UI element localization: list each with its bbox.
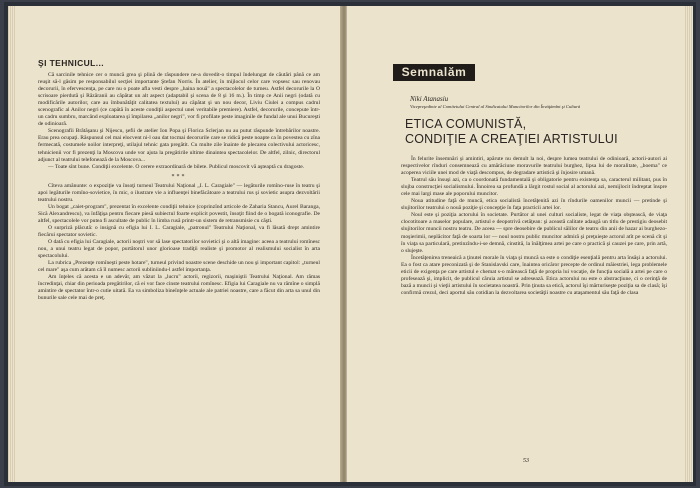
body-paragraph: O surpriză plăcută: o insignă cu efigia lui I. L. Caragiale, „patronul" Teatrului Naţional, va fi lăsată drept amintire fiecărui spectator sovietic. [38,224,320,239]
page-edge [685,6,693,482]
author-role: Vicepreşedinte al Comitetului Central al Sindicatului Muncitorilor din Învăţămînt şi Cultură [410,104,581,109]
book-spread [4,2,696,486]
right-page [346,6,693,482]
body-paragraph: Încetăţenirea treneaică a ţinutei morale în viaţa şi muncă sa este o condiţie esenţială pentru arta însăşi a actorului. Ea o fost ca atare preconizată şi de Stanislavski care, înaintea oricăror precepte de ordinul măiestriei, lega problemele eticii de exigenţa pe care artistul e chemat s-o mărească faţă de propria lui vocaţie, de funcţia socială a artei pe care o profesează şi, implicit, de publicul căruia artistul se adresează. Etica actorului nu este o abstracţiune, ci o cerinţă de bază a muncii şi vieţii artistului în societatea noastră. Prin ţinuta sa etică, actorul îşi mărturiseşte poziţia sa de clasă; îşi confirmă crezul, deci aportul său cotidian la dezvoltarea societăţii noastre cu ataşamentul său faţă de clasa [401,254,667,296]
rubric-label: Semnalăm [393,64,475,81]
title-line: CONDIŢIE A CREAŢIEI ARTISTULUI [405,132,618,146]
left-body-top [38,72,320,303]
section-separator: *** [171,173,187,180]
page-number: 53 [523,458,529,464]
body-paragraph: Teatrul său însuşi azi, ca o coordonată fundamentală şi obligatorie pentru existenţa sa, caracterul militant, pus în slujba construcţiei socialismului. Înnoirea sa profundă a lărgit rostul social al actorului azi, nemijlocit îndreptat înspre cele mai largi mase ale poporului muncitor. [401,177,667,198]
body-paragraph: Noua atitudine faţă de muncă, etica socialistă încetăţenită azi în rîndurile oamenilor muncii — pretinde şi slujitorilor teatrului o nouă poziţie şi concepţie în faţa practicii artei lor. [401,198,667,212]
title-line: ETICA COMUNISTĂ, [405,117,527,131]
body-paragraph: Am înţeles că acesta e un adevăr, am văzut la „lucru" actorii, regizorii, maşiniştii Teatrului Naţional. Am rămas încredinţai, chiar din perioada pregătirilor, că ei vor face cinste teatrului romînesc. Efigia lui Caragiale nu va rămîne o simplă amintire de spectator într-o cutie uitată. Ea va simboliza bineînţele actuale ale patriei noastre, care a făcut din arta sa unul din bunurile sale cele mai de preţ. [38,274,320,302]
body-paragraph: — Toate sînt bune. Condiţii excelente. O cerere extraordinară de bilete. Publicul moscovit vă aşteaptă cu dragoste. [48,163,305,170]
body-paragraph: O dată cu efigia lui Caragiale, actorii noştri vor să lase spectatorilor sovietici şi o altă imagine: aceea a teatrului romînesc nou, a unui teatru legat de popor, purtătorul unor glorioase tradiţii realiste şi promotor al realismului socialist în arta spectacolului. [38,239,320,260]
article-title [405,117,618,147]
body-paragraph: Scenografii Brătăşanu şi Nijescu, şefii de atelier Ion Popa şi Florica Sclerjan nu au putut răspunde întrebărilor noastre. Erau prea ocupaţi. Răspunsul cel mai elocvent ni-l oau dat tocmai decorurile care se ridică peste noapte ca în povestea cu zîna fermecată, costumele noilor interpreţi, utilajul tehnic gata pregătit. Cu multe zile înainte de plecarea colectivului actoricesc, tehnicienii vor fi prezenţi la Moscova unde vor ajuta la pregătirile ultime dinaintea spectacolelor. De altfel, zilnic, directorul adjunct al teatrului telefonează de la Moscova... [38,128,320,163]
author-name: Niki Atanasiu [410,95,449,103]
body-paragraph: În felurite însemnări şi amintiri, apărute nu demult la noi, despre lumea teatrului de odinioară, actorii-autori ai respectivelor rînduri consemnează cu amărăciune moravurile teatrului burghez, lipsa lui de moralitate, „boema" ce acoperea viciile unei mod de viaţă descompus, de degradare artistică şi înjosire umană. [401,156,667,177]
body-paragraph: Cîteva amănunte: o expoziţie va însoţi turneul Teatrului Naţional „I. L. Caragiale" — legăturile romîno-ruse în teatru şi apoi legăturile romîno-sovietice, în mic, o ilustrare vie a influenţei binefăcătoare a teatrului rus şi sovietic asupra dezvoltării teatrului nostru. [38,182,320,203]
body-paragraph: Un bogat „caiet-program", prezentat în excelente condiţii tehnice (coprinzînd articole de Zaharia Stancu, Aurel Baranga, Sică Alexandrescu), va înfăţişa pentru fiecare piesă subiectul foarte explicit povestit, însoţit fiind de o bogată iconografie. De altfel, spectacolele vor putea fi ascultate de public în limba rusă printr-un sistem de retransmisie cu căşti. [38,203,320,224]
section-heading: ŞI TEHNICUL... [38,58,105,68]
right-body [401,156,667,297]
body-paragraph: La rubrica „Prezenţe romîneşti peste hotare", turneul privind noastre scene deschide un nou şi important capitol: „turneul cel mare" aşa cum arătam că îl numesc actorii subliniindu-l astfel importanţa. [38,260,320,274]
body-paragraph: Că sarcinile tehnice cer o muncă grea şi plină de răspundere ne-a dovedit-o timpul îndelungat de căutări până ce am reuşit să-l găsim pe responsabilul secţiei importante Ştefan Norris. În atelier, în mijlocul celor care vopsesc sau renovau decorurii, în efervescenţa, pe care nu o poate afla vesti despre „haina nouă" a spectacolelor de turneu. Astfel decorurile la O scrisoare pierdută şi Răzăranii au căpătat un alt aspect (adaptabil şi scena de 8 şi 16 m.). În timp ce Anii negri (odată cu modificările autorilor, care au îmbunătăţit calitatea textului) au căpătat şi un nou decor, Liviu Ciulei a compus cadrul scenografic al Anilor negri (ce capătă în aceste condiţii aspectul unei veritabile premiere). Astfel, decorurile, concepute într-un cadru sumbru, marcând exploatarea şi împilarea „anilor negri", vor fi profilate peste imaginile de fundal ale unui Bucureşti de odinioară. [38,72,320,128]
body-paragraph: Noul este şi poziţia actorului în societate. Purtător al unei culturi socialiste, legat de viaţa obştească, de viaţa clocotitoare a maselor populare, artistul e deopotrivă cetăţean: şi această calitate adaugă un titlu de prestigiu deosebit slujitorilor muncii nostru teatru. De aceea — spre deosebire de publicul sălilor de teatru din anii de hazar ai burghezo-moşierimii, neplăcitor faţă de soarta lor — noul nostru public muncitor admiră şi preţuieşte actorul atît pe scenă cît şi în viaţa sa particulară, pretinzîndu-i-se demnă, cinstită, la înălţimea artei pe care o practică şi cauzei pe care, prin artă, o slujeşte. [401,212,667,254]
left-page [8,6,343,482]
page-edge [8,6,16,482]
